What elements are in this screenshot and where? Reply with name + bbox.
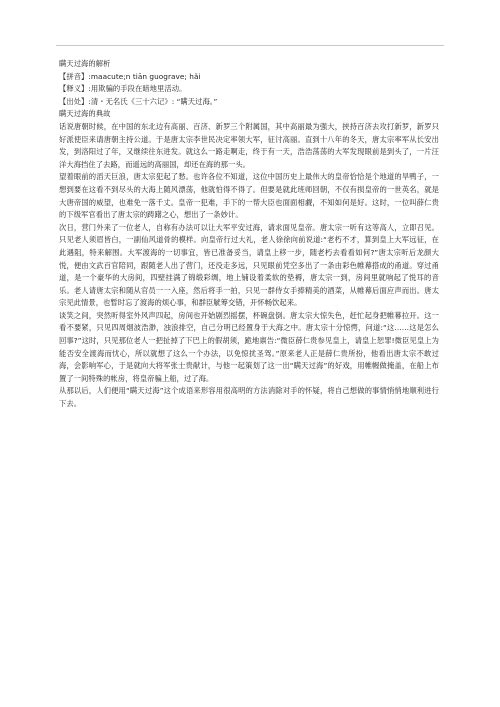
header-rule: [56, 45, 444, 46]
source-line: 【出处】:清・无名氏《三十六记》: “瞒天过海。”: [59, 96, 218, 106]
paragraph: 从那以后，人们便用“瞒天过海”这个成语来形容用很高明的方法消除对手的怀疑，将自己想做的事情悄悄地顺利进行下去。: [59, 386, 439, 409]
paragraph: 话说唐朝时候，在中国的东北边有高丽、百济、新罗三个附属国，其中高丽最为强大，挟持百济去攻打新罗，新罗只好派使臣来请唐朝主持公道。于是唐太宗李世民决定率领大军，征讨高丽。直到十八年的冬天，唐太宗率军从长安出发，到洛阳过了年，又继续往东进发。就这么一路走啊走，终于有一天，浩浩荡荡的大军发现眼前是到头了，一片汪洋大海挡住了去路，而遥远的高丽国，却还在海的那一头。: [59, 121, 439, 169]
paragraph: 次日，营门外来了一位老人，自称有办法可以让大军平安过海，请求面见皇帝。唐太宗一听有这等高人，立即召见。只见老人须眉皆白，一副仙风道骨的模样。向皇帝行过大礼，老人徐徐向前说道:“老朽不才，算到皇上大军远征，在此遇阻，特来解围。大军渡海的一切事宜，皆已准备妥当，请皇上移一步，随老朽去看看如何?”唐太宗听后龙颜大悦，便由文武百官陪同，跟随老人出了营门，还没走多远，只见眼前凭空多出了一条由彩色帷幕搭成的甬道。穿过甬道，是一个豪华的大房间，四壁挂满了锦缎彩绸，地上铺设着柔软的垫褥，唐太宗一到，房间里就响起了悦耳的音乐。老人请唐太宗和随从官员一一入座，然后将手一拍，只见一群侍女手捧精美的酒菜，从帷幕后面应声而出。唐太宗见此情景，也暂时忘了渡海的烦心事，和群臣觥筹交错，开怀畅饮起来。: [59, 222, 439, 308]
paragraph: 谈笑之间，突然听得室外风声四起，房间也开始剧烈摇摆，杯碗盘倒。唐太宗大惊失色，赶忙起身把帷幕拉开。这一看不要紧，只见四周烟波浩渺，浊浪排空，自己分明已经置身于大海之中。唐太宗十分惊愕，问道:“这……这是怎么回事?”这时，只见那位老人一把扯掉了下巴上的假胡须，跪地禀告:“微臣薛仁贵参见皇上，请皇上恕罪!微臣见皇上为能否安全渡海而忧心，所以就想了这么一个办法，以免惊扰圣驾。”原来老人正是薛仁贵所扮，他看出唐太宗不敢过海，会影响军心，于是就向大将军张士贵献计，与他一起策划了这一出“瞒天过海”的好戏，用帷幄做掩盖，在船上布置了一间特殊的帐房，将皇帝骗上船，过了海。: [59, 310, 439, 383]
doc-title: 瞒天过海的解析: [59, 59, 111, 68]
pinyin-line: 【拼音】:maacute;n tiān guogravе; hǎi: [59, 71, 201, 81]
definition-line: 【释义】:用欺骗的手段在暗地里活动。: [59, 84, 187, 94]
story-heading: 瞒天过海的典故: [59, 109, 111, 119]
paragraph: 望着眼前的滔天巨浪，唐太宗犯起了愁。也许各位不知道，这位中国历史上最伟大的皇帝恰恰是个地道的旱鸭子，一想到要在这看不到尽头的大海上随风漂荡，他就怕得不得了。但要是就此班师回朝，不仅有损皇帝的一世英名，就是大唐帝国的威望，也难免一落千丈。皇帝一犯难，手下的一帮大臣也面面相觑，不知如何是好。这时，一位叫薛仁贵的下级军官看出了唐太宗的踌躇之心，想出了一条妙计。: [59, 172, 439, 220]
document-body: [59, 58, 439, 411]
